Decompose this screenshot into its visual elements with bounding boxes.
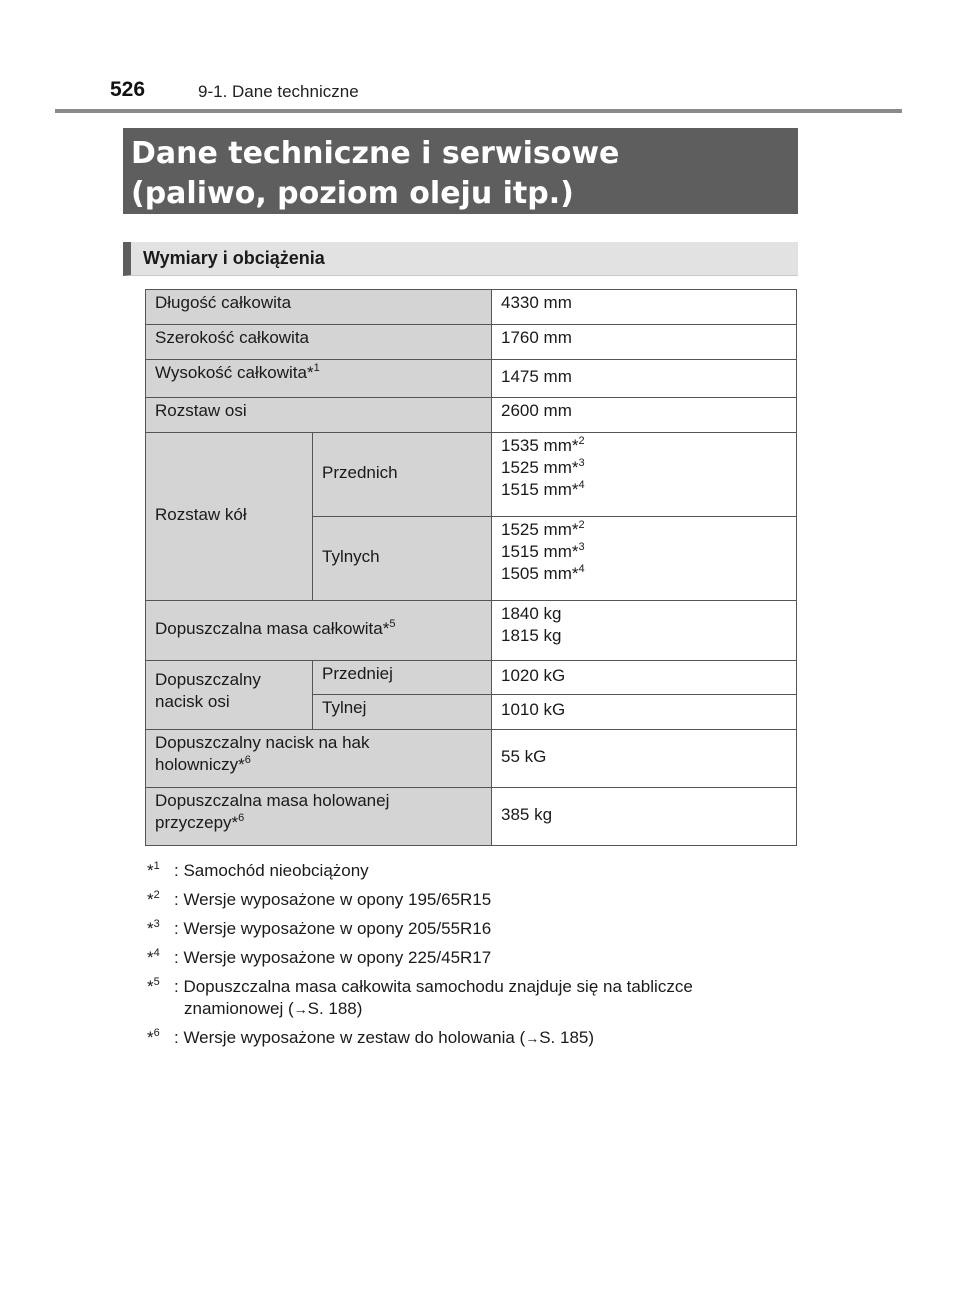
row-label: Dopuszczalna masa całkowita*$^5$ [146,601,492,661]
title-line-2: (paliwo, poziom oleju itp.) [131,176,574,211]
dimensions-table [145,289,797,846]
row-label: Szerokość całkowita [146,325,492,360]
footnote: *$^2$ : Wersje wyposażone w opony 195/65R15 [147,889,492,909]
row-value: 1760 mm [492,325,797,360]
page-header [110,78,902,108]
table-row [146,360,797,398]
row-value: 1535 mm*$^2$ 1525 mm*$^3$ 1515 mm*$^4$ [492,433,797,517]
table-row [146,661,797,695]
section-reference: 9-1. Dane techniczne [198,82,359,101]
footnotes [147,860,807,1056]
arrow-icon: → [525,1030,540,1046]
table-row [146,325,797,360]
table-row [146,433,797,517]
row-value: 1020 kG [492,661,797,695]
row-value: 55 kG [492,730,797,788]
title-line-1: Dane techniczne i serwisowe [131,136,620,171]
footnote: *$^6$ : Wersje wyposażone w zestaw do holowania (→S. 185) [147,1027,595,1047]
table-row [146,788,797,846]
row-value: 1840 kg 1815 kg [492,601,797,661]
arrow-icon: → [293,1001,308,1017]
row-value: 1010 kG [492,695,797,730]
page-number: 526 [110,78,146,101]
row-value: 2600 mm [492,398,797,433]
row-value: 1525 mm*$^2$ 1515 mm*$^3$ 1505 mm*$^4$ [492,517,797,601]
row-label: Wysokość całkowita*$^1$ [146,360,492,398]
table-row [146,601,797,661]
footnote: *$^4$ : Wersje wyposażone w opony 225/45R17 [147,947,492,967]
table-row [146,290,797,325]
row-value: 385 kg [492,788,797,846]
sub-label: Przednich [313,433,492,517]
header-divider [55,109,902,113]
table-row [146,398,797,433]
table-row [146,730,797,788]
row-label: Dopuszczalny nacisk osi [146,661,313,730]
row-label: Długość całkowita [146,290,492,325]
row-label: Rozstaw kół [146,433,313,601]
page-title [123,128,798,214]
footnote: *$^5$ : Dopuszczalna masa całkowita samochodu znajduje się na tabliczce znamionowej (→S. 188) [147,976,693,1018]
sub-label: Tylnych [313,517,492,601]
row-label: Rozstaw osi [146,398,492,433]
row-value: 4330 mm [492,290,797,325]
row-label: Dopuszczalny nacisk na hak holowniczy*$^6$ [146,730,492,788]
section-subheading: Wymiary i obciążenia [123,242,798,276]
row-value: 1475 mm [492,360,797,398]
row-label: Dopuszczalna masa holowanej przyczepy*$^6$ [146,788,492,846]
footnote: *$^1$ : Samochód nieobciążony [147,860,369,880]
sub-label: Tylnej [313,695,492,730]
footnote: *$^3$ : Wersje wyposażone w opony 205/55R16 [147,918,492,938]
sub-label: Przedniej [313,661,492,695]
